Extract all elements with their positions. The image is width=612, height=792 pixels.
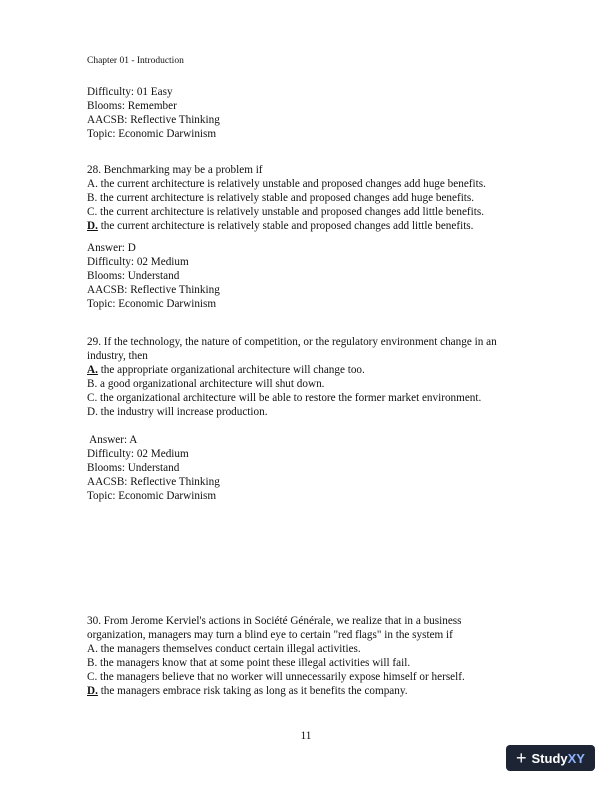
question-28: [87, 164, 486, 234]
difficulty-label: Difficulty: 02 Medium: [87, 255, 189, 268]
topic-label: Topic: Economic Darwinism: [87, 297, 217, 310]
option-a: [87, 364, 497, 378]
question-stem-cont: organization, managers may turn a blind eye to certain "red flags" in the system if: [87, 628, 453, 641]
option-d: D. the industry will increase production.: [87, 405, 268, 418]
question-29: [87, 336, 497, 419]
answer-block-29: [87, 434, 220, 504]
question-stem-cont: industry, then: [87, 349, 148, 362]
option-b: B. a good organizational architecture will shut down.: [87, 377, 325, 390]
topic-label: Topic: Economic Darwinism: [87, 127, 217, 140]
meta-block-top: [87, 86, 220, 142]
question-stem: 30. From Jerome Kerviel's actions in Société Générale, we realize that in a business: [87, 615, 462, 627]
difficulty-label: Difficulty: 02 Medium: [87, 447, 189, 460]
blooms-label: Blooms: Understand: [87, 461, 180, 474]
option-a: A. the current architecture is relatively unstable and proposed changes add huge benefits.: [87, 177, 486, 190]
option-d: [87, 685, 465, 699]
answer-block-28: [87, 242, 220, 312]
question-stem: 29. If the technology, the nature of competition, or the regulatory environment change in an: [87, 336, 497, 348]
page-number: 11: [300, 730, 312, 742]
difficulty-label: Difficulty: 01 Easy: [87, 86, 173, 98]
option-c: C. the managers believe that no worker will unnecessarily expose himself or herself.: [87, 670, 465, 683]
correct-letter: D.: [87, 684, 98, 697]
brand-study: Study: [531, 750, 568, 766]
aacsb-label: AACSB: Reflective Thinking: [87, 475, 220, 488]
option-a: A. the managers themselves conduct certain illegal activities.: [87, 642, 361, 655]
correct-letter: A.: [87, 363, 98, 376]
blooms-label: Blooms: Remember: [87, 99, 177, 112]
plus-icon: +: [516, 748, 527, 768]
option-c: C. the current architecture is relatively unstable and proposed changes add little benefits.: [87, 205, 485, 218]
option-d: [87, 220, 486, 234]
option-b: B. the current architecture is relatively stable and proposed changes add huge benefits.: [87, 191, 475, 204]
chapter-header: Chapter 01 - Introduction: [87, 56, 184, 66]
option-text: the current architecture is relatively stable and proposed changes add little benefits.: [97, 219, 474, 232]
aacsb-label: AACSB: Reflective Thinking: [87, 283, 220, 296]
brand-name: [532, 751, 585, 766]
studyxy-badge[interactable]: [506, 745, 595, 771]
option-text: the managers embrace risk taking as long as it benefits the company.: [97, 684, 408, 697]
question-30: [87, 615, 465, 698]
answer-label: Answer: D: [87, 242, 136, 254]
question-stem: 28. Benchmarking may be a problem if: [87, 164, 263, 176]
topic-label: Topic: Economic Darwinism: [87, 489, 217, 502]
option-text: the appropriate organizational architecture will change too.: [97, 363, 365, 376]
option-c: C. the organizational architecture will be able to restore the former market environment.: [87, 391, 482, 404]
brand-xy: XY: [567, 750, 585, 766]
option-b: B. the managers know that at some point these illegal activities will fail.: [87, 656, 411, 669]
answer-label: Answer: A: [87, 434, 138, 446]
correct-letter: D.: [87, 219, 98, 232]
aacsb-label: AACSB: Reflective Thinking: [87, 113, 220, 126]
blooms-label: Blooms: Understand: [87, 269, 180, 282]
